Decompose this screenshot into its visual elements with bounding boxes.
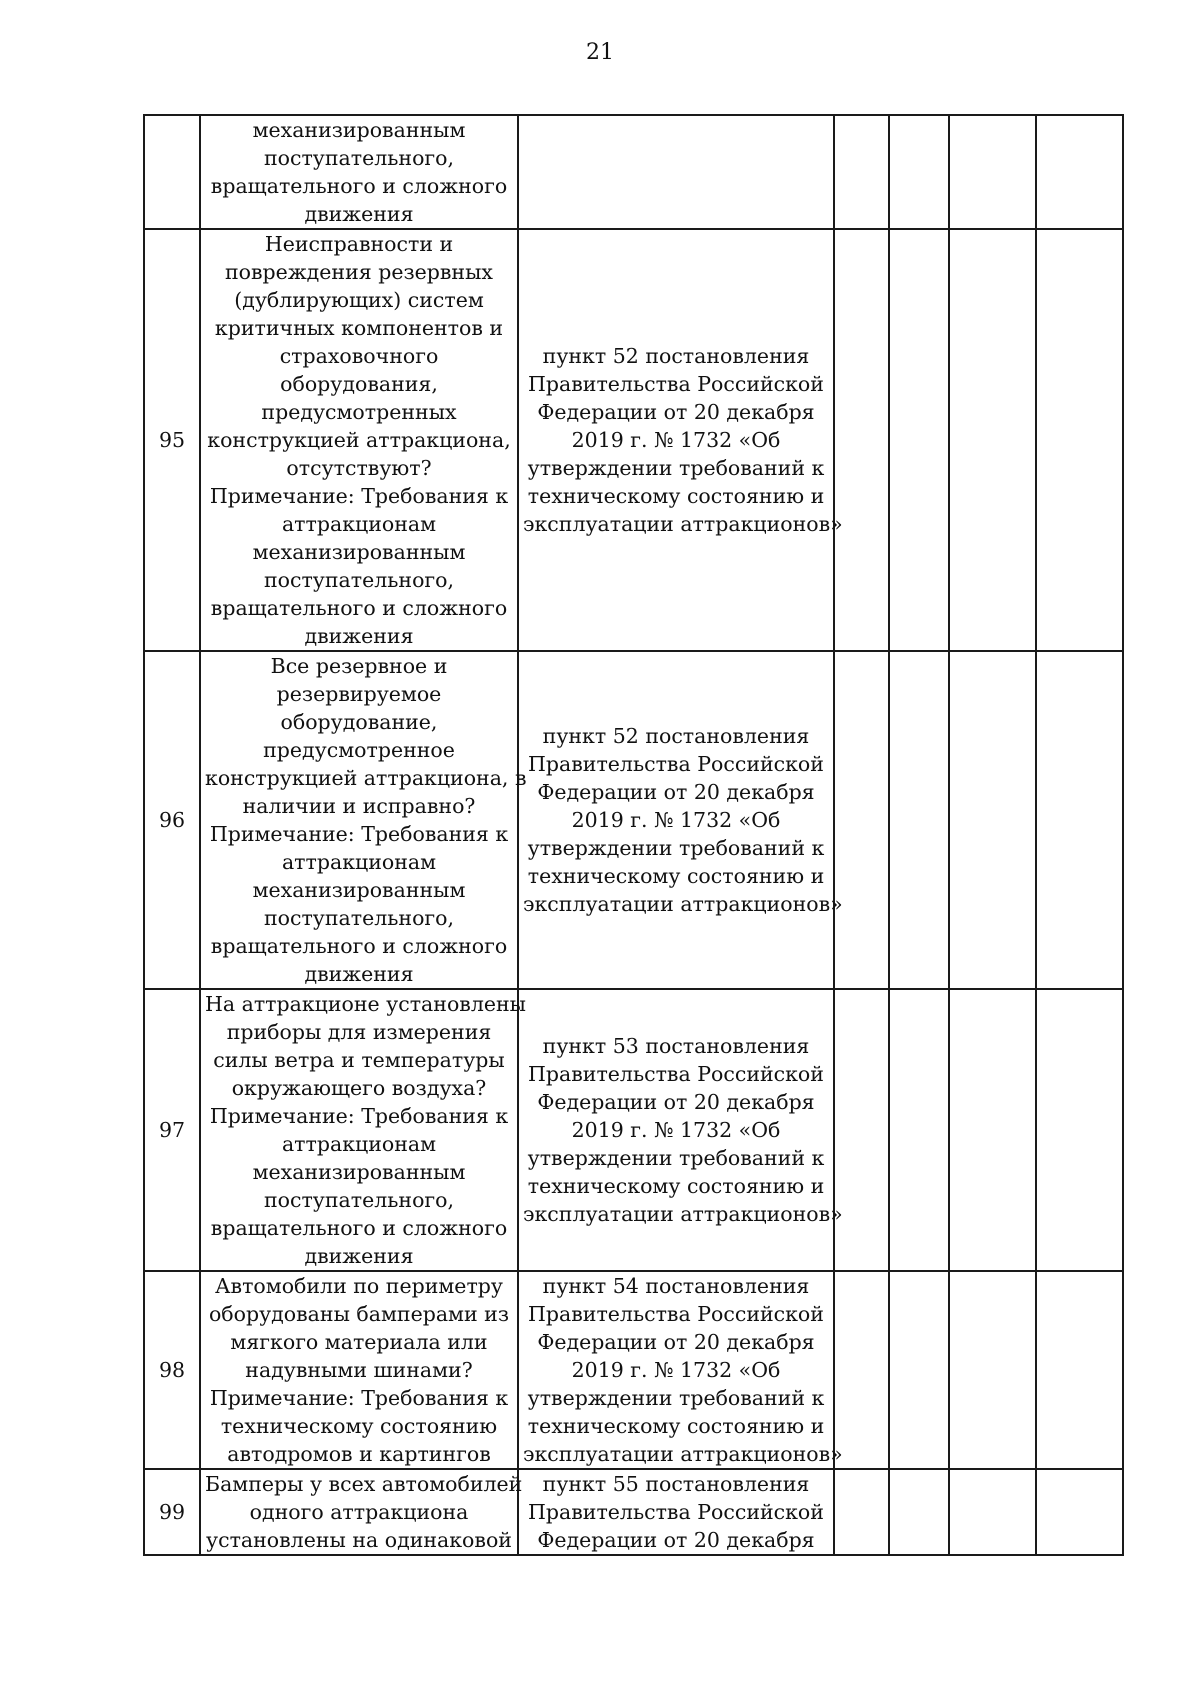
note-cell[interactable]	[1036, 115, 1123, 229]
row-number: 99	[144, 1469, 200, 1555]
question-line: (дублирующих) систем	[234, 288, 484, 312]
reference-cell	[518, 1469, 834, 1555]
reference-line: утверждении требований к	[527, 456, 825, 480]
reference-line: Правительства Российской	[528, 1302, 824, 1326]
question-line: движения	[304, 1244, 414, 1268]
reference-cell	[518, 651, 843, 989]
answer-yes-cell[interactable]	[834, 651, 889, 989]
question-line: поступательного,	[263, 146, 455, 170]
note-cell[interactable]	[1036, 229, 1123, 651]
question-line: Неисправности и	[264, 232, 454, 256]
reference-line: эксплуатации аттракционов»	[523, 1442, 843, 1466]
question-line: Примечание: Требования к	[209, 484, 509, 508]
answer-yes-cell[interactable]	[834, 229, 889, 651]
reference-line: 2019 г. № 1732 «Об	[571, 1358, 781, 1382]
question-line: движения	[304, 962, 414, 986]
answer-yes-cell[interactable]	[834, 1271, 889, 1469]
reference-line: 2019 г. № 1732 «Об	[571, 1118, 781, 1142]
table-row	[144, 989, 1123, 1271]
question-line: критичных компонентов и	[214, 316, 504, 340]
table-row	[144, 1271, 1123, 1469]
reference-line: техническому состоянию и	[527, 484, 825, 508]
row-number: 95	[144, 229, 200, 651]
note-cell[interactable]	[1036, 1271, 1123, 1469]
page-number: 21	[586, 40, 614, 65]
question-cell	[200, 651, 527, 989]
question-cell	[200, 115, 518, 229]
reference-line: техническому состоянию и	[527, 864, 825, 888]
question-line: Автомобили по периметру	[215, 1274, 503, 1298]
not-applicable-cell[interactable]	[949, 989, 1036, 1271]
reference-line: 2019 г. № 1732 «Об	[571, 428, 781, 452]
reference-cell	[518, 989, 843, 1271]
not-applicable-cell[interactable]	[949, 1271, 1036, 1469]
question-line: наличии и исправно?	[242, 794, 476, 818]
question-cell	[200, 1271, 518, 1469]
reference-cell	[518, 229, 843, 651]
checklist-table	[143, 114, 1124, 1556]
reference-line: Федерации от 20 декабря	[537, 780, 815, 804]
answer-no-cell[interactable]	[889, 115, 949, 229]
answer-no-cell[interactable]	[889, 651, 949, 989]
reference-line: Правительства Российской	[528, 372, 824, 396]
reference-cell	[518, 1271, 843, 1469]
reference-line: эксплуатации аттракционов»	[523, 1202, 843, 1226]
question-line: предусмотренных	[261, 400, 457, 424]
question-line: поступательного,	[263, 568, 455, 592]
reference-line: утверждении требований к	[527, 1386, 825, 1410]
question-line: вращательного и сложного	[210, 934, 508, 958]
note-cell[interactable]	[1036, 1469, 1123, 1555]
table-row	[144, 115, 1123, 229]
answer-yes-cell[interactable]	[834, 115, 889, 229]
answer-no-cell[interactable]	[889, 229, 949, 651]
reference-line: утверждении требований к	[527, 836, 825, 860]
reference-line: эксплуатации аттракционов»	[523, 892, 843, 916]
question-line: движения	[304, 202, 414, 226]
question-cell	[200, 1469, 523, 1555]
question-line: надувными шинами?	[245, 1358, 473, 1382]
question-cell	[200, 989, 526, 1271]
question-line: страховочного	[279, 344, 439, 368]
question-line: вращательного и сложного	[210, 174, 508, 198]
question-line: установлены на одинаковой	[206, 1528, 512, 1552]
question-line: автодромов и картингов	[227, 1442, 491, 1466]
not-applicable-cell[interactable]	[949, 651, 1036, 989]
reference-line: пункт 52 постановления	[542, 344, 810, 368]
reference-line: пункт 52 постановления	[542, 724, 810, 748]
answer-yes-cell[interactable]	[834, 1469, 889, 1555]
question-line: мягкого материала или	[230, 1330, 488, 1354]
question-line: одного аттракциона	[249, 1500, 469, 1524]
reference-line: 2019 г. № 1732 «Об	[571, 808, 781, 832]
note-cell[interactable]	[1036, 989, 1123, 1271]
checklist-body	[144, 115, 1123, 1555]
reference-line: пункт 53 постановления	[542, 1034, 810, 1058]
not-applicable-cell[interactable]	[949, 1469, 1036, 1555]
reference-line: пункт 54 постановления	[542, 1274, 810, 1298]
question-line: вращательного и сложного	[210, 596, 508, 620]
question-line: Все резервное и	[270, 654, 448, 678]
answer-no-cell[interactable]	[889, 989, 949, 1271]
question-line: поступательного,	[263, 1188, 455, 1212]
answer-no-cell[interactable]	[889, 1271, 949, 1469]
question-line: механизированным	[252, 1160, 466, 1184]
reference-line: утверждении требований к	[527, 1146, 825, 1170]
reference-line: Правительства Российской	[528, 1062, 824, 1086]
reference-line: Правительства Российской	[528, 1500, 824, 1524]
question-line: конструкцией аттракциона, в	[205, 766, 527, 790]
row-number	[144, 115, 200, 229]
reference-line: Правительства Российской	[528, 752, 824, 776]
question-line: оборудование,	[280, 710, 438, 734]
question-line: отсутствуют?	[286, 456, 432, 480]
reference-cell	[518, 115, 834, 229]
reference-line: Федерации от 20 декабря	[537, 400, 815, 424]
reference-line: техническому состоянию и	[527, 1174, 825, 1198]
question-line: поступательного,	[263, 906, 455, 930]
reference-line: Федерации от 20 декабря	[537, 1528, 815, 1552]
question-line: повреждения резервных	[225, 260, 493, 284]
row-number: 97	[144, 989, 200, 1271]
reference-line: Федерации от 20 декабря	[537, 1330, 815, 1354]
question-line: техническому состоянию	[220, 1414, 498, 1438]
table-row	[144, 651, 1123, 989]
not-applicable-cell[interactable]	[949, 115, 1036, 229]
question-line: аттракционам	[281, 850, 437, 874]
question-line: аттракционам	[281, 1132, 437, 1156]
row-number: 98	[144, 1271, 200, 1469]
question-line: Бамперы у всех автомобилей	[205, 1472, 523, 1496]
table-row	[144, 1469, 1123, 1555]
question-line: Примечание: Требования к	[209, 1386, 509, 1410]
question-line: конструкцией аттракциона,	[207, 428, 511, 452]
question-line: аттракционам	[281, 512, 437, 536]
answer-yes-cell[interactable]	[834, 989, 889, 1271]
question-line: механизированным	[252, 118, 466, 142]
question-cell	[200, 229, 518, 651]
question-line: оборудованы бамперами из	[208, 1302, 510, 1326]
table-row	[144, 229, 1123, 651]
question-line: силы ветра и температуры	[213, 1048, 505, 1072]
question-line: резервируемое	[276, 682, 442, 706]
reference-line: техническому состоянию и	[527, 1414, 825, 1438]
question-line: механизированным	[252, 540, 466, 564]
question-line: движения	[304, 624, 414, 648]
question-line: Примечание: Требования к	[209, 1104, 509, 1128]
question-line: На аттракционе установлены	[205, 992, 526, 1016]
note-cell[interactable]	[1036, 651, 1123, 989]
question-line: предусмотренное	[263, 738, 455, 762]
question-line: Примечание: Требования к	[209, 822, 509, 846]
not-applicable-cell[interactable]	[949, 229, 1036, 651]
reference-line: эксплуатации аттракционов»	[523, 512, 843, 536]
reference-line: пункт 55 постановления	[542, 1472, 810, 1496]
question-line: вращательного и сложного	[210, 1216, 508, 1240]
question-line: приборы для измерения	[226, 1020, 492, 1044]
answer-no-cell[interactable]	[889, 1469, 949, 1555]
question-line: оборудования,	[280, 372, 438, 396]
reference-line: Федерации от 20 декабря	[537, 1090, 815, 1114]
question-line: механизированным	[252, 878, 466, 902]
question-line: окружающего воздуха?	[231, 1076, 487, 1100]
row-number: 96	[144, 651, 200, 989]
